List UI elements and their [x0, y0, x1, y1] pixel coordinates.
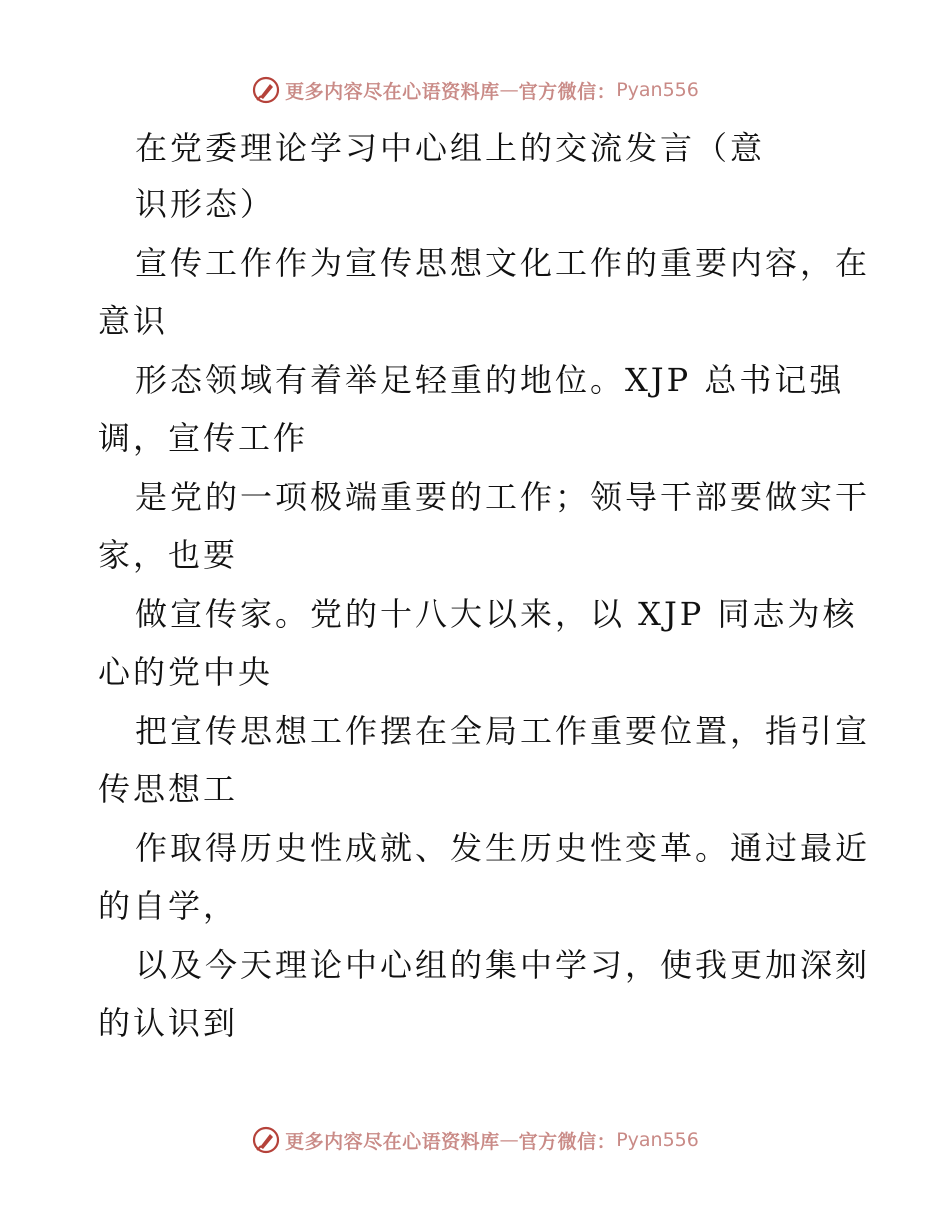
- paragraph-line: 传思想工: [98, 770, 239, 808]
- paragraph-line: 作取得历史性成就、发生历史性变革。通过最近: [135, 829, 871, 867]
- watermark-wechat-id: Pyan556: [616, 79, 699, 101]
- paragraph-line: 心的党中央: [98, 653, 274, 691]
- paragraph-line: 家，也要: [98, 536, 239, 574]
- document-title-line: 识形态）: [135, 185, 276, 223]
- watermark-text: 更多内容尽在心语资料库: [285, 1130, 500, 1153]
- document-title-line: 在党委理论学习中心组上的交流发言（意: [135, 129, 766, 167]
- paragraph-line: 意识: [98, 302, 169, 340]
- paragraph-line: 做宣传家。党的十八大以来，以 XJP 同志为核: [135, 595, 858, 633]
- paragraph-line: 把宣传思想工作摆在全局工作重要位置，指引宣: [135, 712, 871, 750]
- paragraph-line: 调，宣传工作: [98, 419, 309, 457]
- paragraph-line: 的认识到: [98, 1004, 239, 1042]
- paragraph-line: 以及今天理论中心组的集中学习，使我更加深刻: [135, 946, 871, 984]
- footer-watermark: [0, 1120, 950, 1160]
- paragraph-line: 宣传工作作为宣传思想文化工作的重要内容，在: [135, 244, 871, 282]
- header-watermark: [0, 70, 950, 110]
- paragraph-line: 是党的一项极端重要的工作；领导干部要做实干: [135, 478, 871, 516]
- watermark-wechat-id: Pyan556: [616, 1129, 699, 1151]
- watermark-wechat-label: 官方微信：: [518, 80, 617, 103]
- pen-nib-logo-icon: [251, 75, 281, 105]
- pen-nib-logo-icon: [251, 1125, 281, 1155]
- watermark-separator: —: [499, 1129, 519, 1151]
- paragraph-line: 形态领域有着举足轻重的地位。XJP 总书记强: [135, 361, 845, 399]
- watermark-separator: —: [499, 79, 519, 101]
- watermark-wechat-label: 官方微信：: [518, 1130, 617, 1153]
- watermark-text: 更多内容尽在心语资料库: [285, 80, 500, 103]
- paragraph-line: 的自学，: [98, 887, 239, 925]
